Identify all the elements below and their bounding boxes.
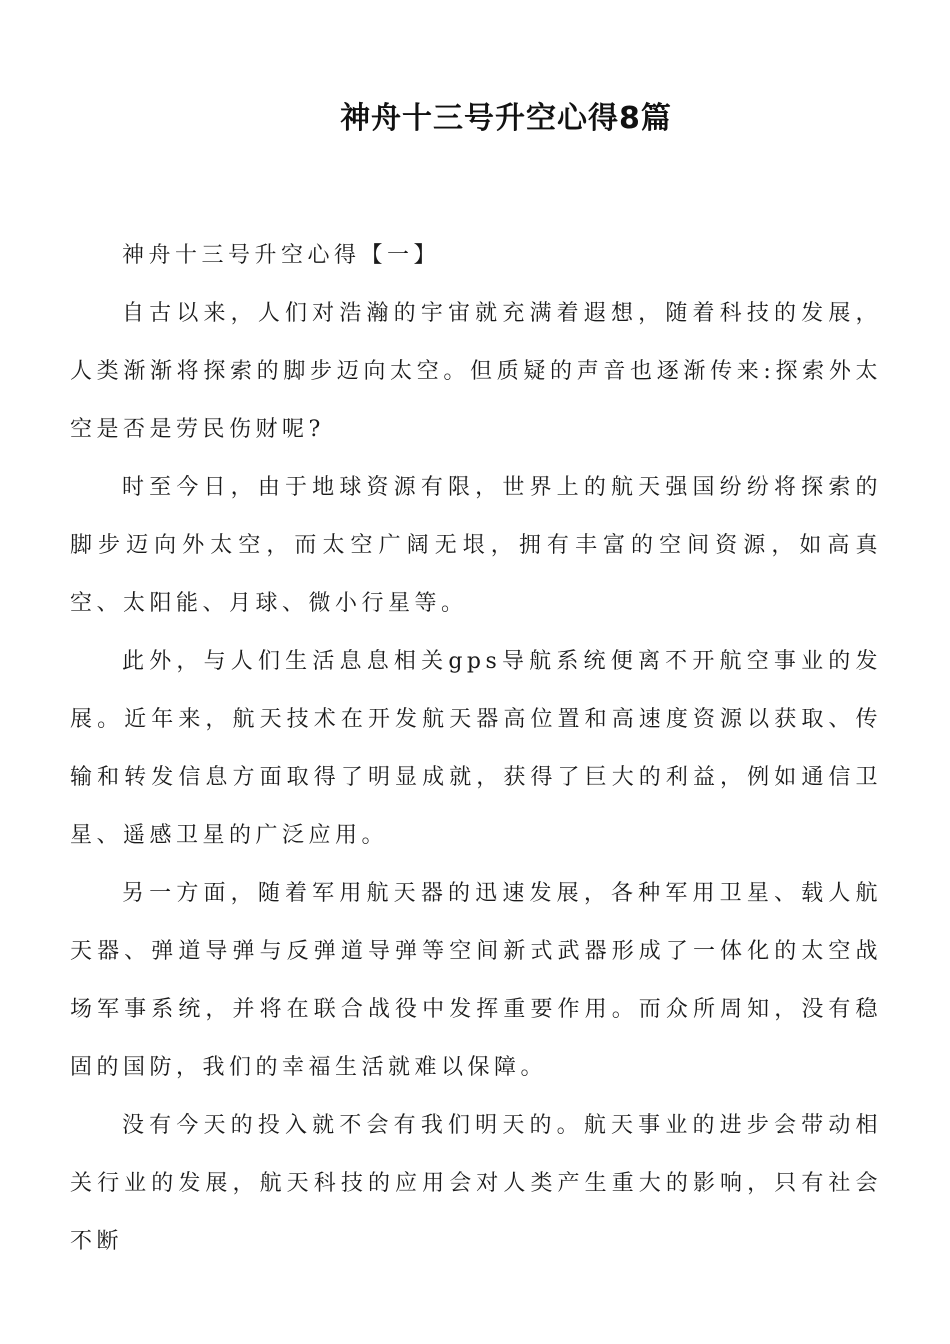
document-title: 神舟十三号升空心得8篇 [340, 101, 672, 136]
paragraph: 另一方面，随着军用航天器的迅速发展，各种军用卫星、载人航天器、弹道导弹与反弹道导弹等空间新式武器形成了一体化的太空战场军事系统，并将在联合战役中发挥重要作用。而众所周知，没有稳固的国防，我们的幸福生活就难以保障。 [70, 881, 882, 1080]
document-body [70, 227, 882, 1271]
paragraph: 此外，与人们生活息息相关gps导航系统便离不开航空事业的发展。近年来，航天技术在开发航天器高位置和高速度资源以获取、传输和转发信息方面取得了明显成就，获得了巨大的利益，例如通信卫星、遥感卫星的广泛应用。 [70, 649, 882, 848]
paragraph: 自古以来，人们对浩瀚的宇宙就充满着遐想，随着科技的发展，人类渐渐将探索的脚步迈向太空。但质疑的声音也逐渐传来:探索外太空是否是劳民伤财呢? [70, 301, 882, 442]
paragraph: 时至今日，由于地球资源有限，世界上的航天强国纷纷将探索的脚步迈向外太空，而太空广阔无垠，拥有丰富的空间资源，如高真空、太阳能、月球、微小行星等。 [70, 475, 882, 616]
section-heading: 神舟十三号升空心得【一】 [122, 243, 441, 268]
paragraph: 没有今天的投入就不会有我们明天的。航天事业的进步会带动相关行业的发展，航天科技的应用会对人类产生重大的影响，只有社会不断 [70, 1113, 882, 1254]
